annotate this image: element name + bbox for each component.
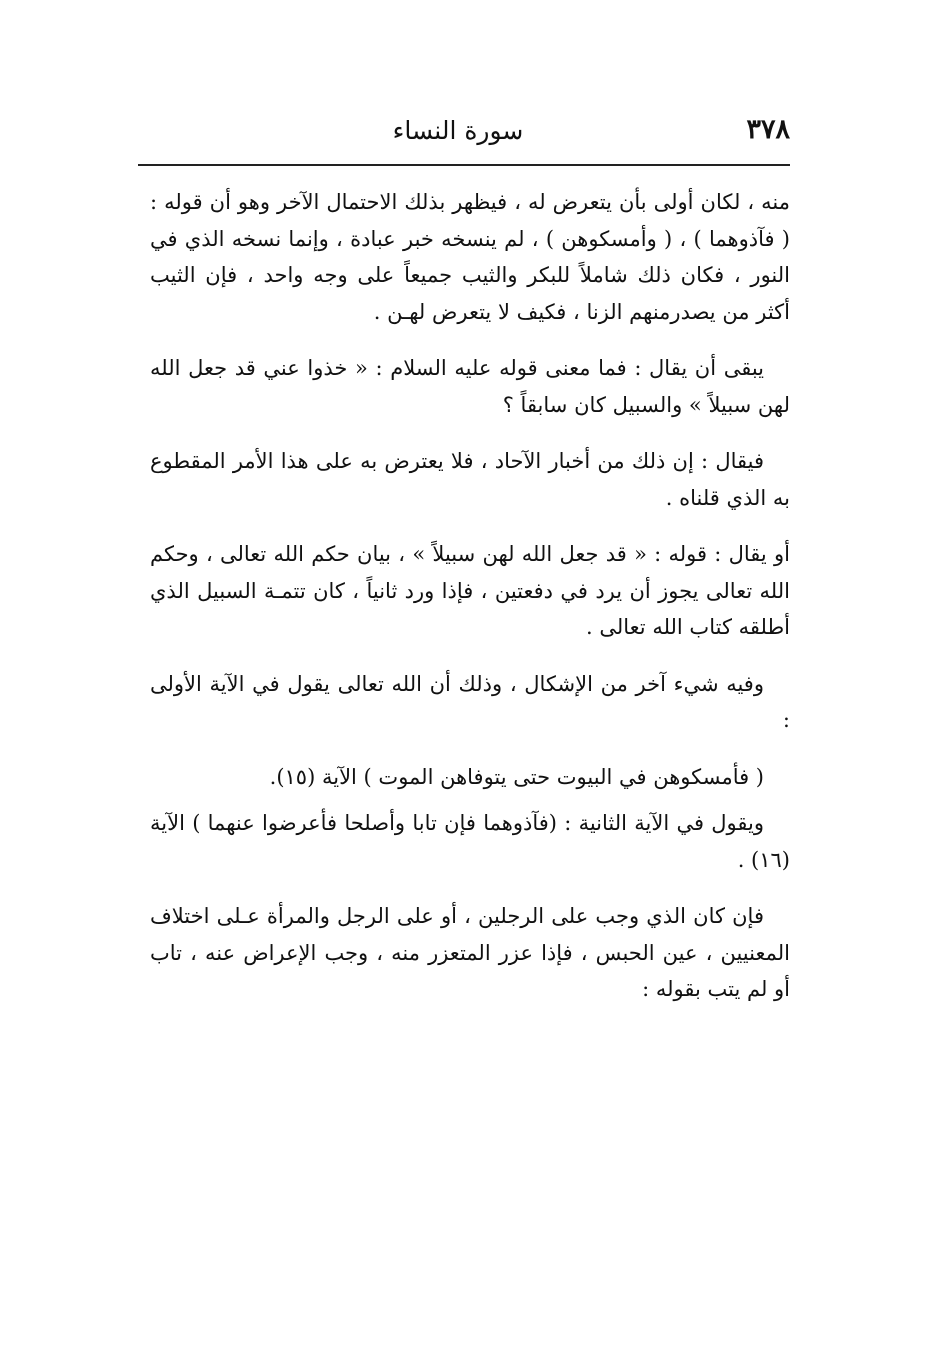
paragraph: ويقول في الآية الثانية : (فآذوهما فإن تابا وأصلحا فأعرضوا عنهما ) الآية (١٦) .: [150, 811, 790, 872]
paragraph: أو يقال : قوله : « قد جعل الله لهن سبيلاً » ، بيان حكم الله تعالى ، وحكم الله تعالى يجوز أن يرد في دفعتين ، فإذا ورد ثانياً ، كان تتمـة السبيل الذي أطلقه كتاب الله تعالى .: [150, 542, 790, 639]
paragraph: فإن كان الذي وجب على الرجلين ، أو على الرجل والمرأة عـلى اختلاف المعنيين ، عين الحبس ، فإذا عزر المتعزر منه ، وجب الإعراض عنه ، تاب أو لم يتب بقوله :: [150, 904, 790, 1001]
quranic-verse: ( فأمسكوهن في البيوت حتى يتوفاهن الموت ) الآية (١٥).: [269, 764, 764, 789]
page-number: ٣٧٨: [746, 114, 790, 145]
running-title: سورة النساء: [392, 116, 524, 145]
page-header: [138, 108, 790, 152]
paragraph: منه ، لكان أولى بأن يتعرض له ، فيظهر بذلك الاحتمال الآخر وهو أن قوله : ( فآذوهما ) ، ( وأمسكوهن ) ، لم ينسخه خبر عبادة ، وإنما نسخه الذي في النور ، فكان ذلك شاملاً للبكر والثيب جميعاً على وجه واحد ، فإن الثيب أكثر من يصدرمنهم الزنا ، فكيف لا يتعرض لهـن .: [150, 190, 790, 324]
body-text: [150, 184, 790, 1028]
header-rule: [138, 164, 790, 166]
paragraph: وفيه شيء آخر من الإشكال ، وذلك أن الله تعالى يقول في الآية الأولى :: [150, 671, 790, 732]
paragraph: فيقال : إن ذلك من أخبار الآحاد ، فلا يعترض به على هذا الأمر المقطوع به الذي قلناه .: [150, 449, 790, 510]
paragraph: يبقى أن يقال : فما معنى قوله عليه السلام : « خذوا عني قد جعل الله لهن سبيلاً » والسبيل كان سابقاً ؟: [150, 356, 790, 417]
